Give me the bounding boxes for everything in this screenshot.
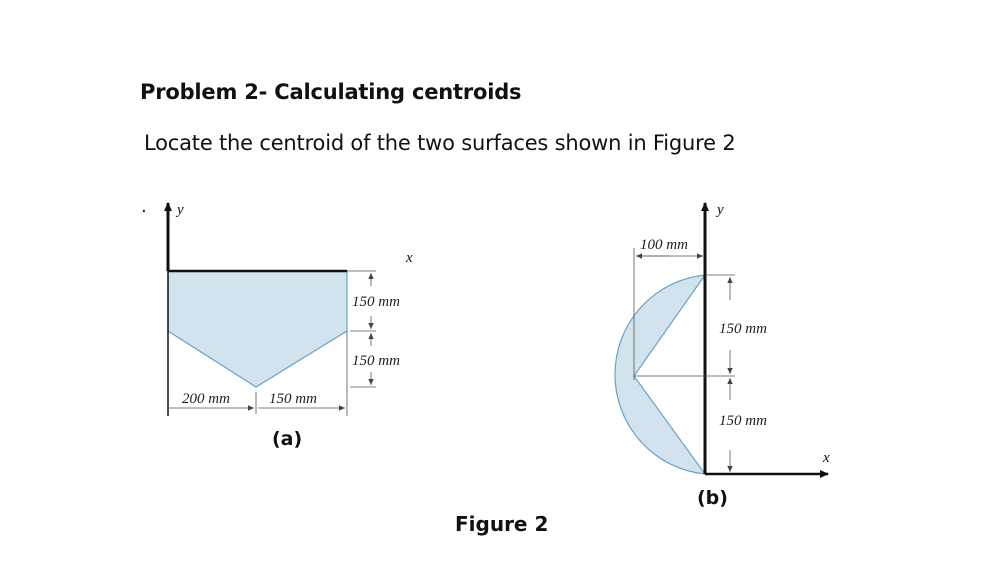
problem-title: Problem 2- Calculating centroids — [140, 80, 522, 104]
bullet-mark: . — [141, 196, 147, 217]
surface-a — [168, 271, 347, 387]
figure-b — [615, 202, 830, 509]
dim-radius-b: 100 mm — [640, 237, 688, 253]
dim-width-right-a: 150 mm — [269, 391, 317, 407]
x-axis-label-b: x — [823, 450, 830, 466]
dim-height-bottom-b: 150 mm — [719, 413, 767, 429]
figure-a — [168, 202, 413, 450]
problem-statement: Locate the centroid of the two surfaces shown in Figure 2 — [144, 131, 736, 155]
dim-height-bottom-a: 150 mm — [352, 353, 400, 369]
y-axis-label-a: y — [177, 202, 184, 218]
label-a: (a) — [272, 428, 303, 450]
figure-caption: Figure 2 — [455, 512, 549, 536]
dim-height-top-a: 150 mm — [352, 294, 400, 310]
x-axis-label-a: x — [406, 250, 413, 266]
y-axis-label-b: y — [717, 202, 724, 218]
dim-height-top-b: 150 mm — [719, 321, 767, 337]
surface-b — [615, 275, 705, 474]
label-b: (b) — [697, 487, 728, 509]
dim-width-left-a: 200 mm — [182, 391, 230, 407]
